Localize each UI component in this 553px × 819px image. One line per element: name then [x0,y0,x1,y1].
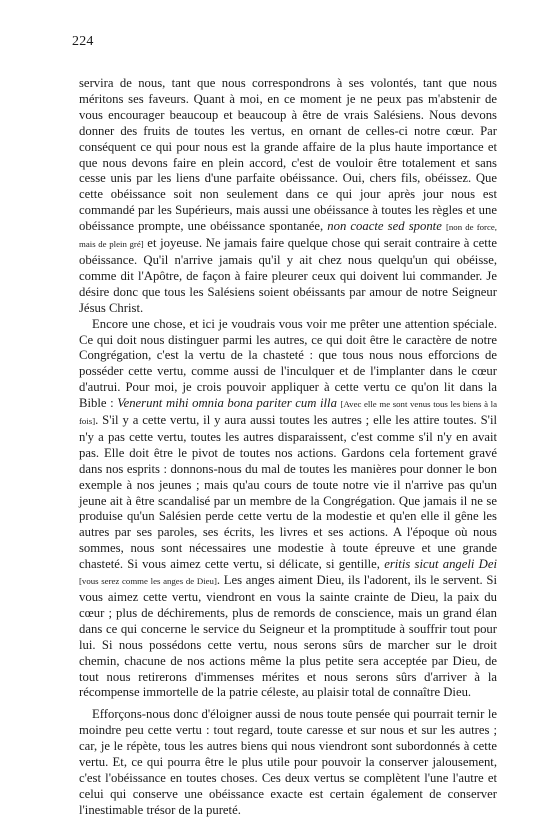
text-run: et joyeuse. Ne jamais faire quelque chose qui serait contraire à cette obéissance. Qu'il n'arrive jamais qu'il y ait chez nous quelqu'un qui obéisse, comme dit l'Apôtre, de façon à faire pleurer ceux qui doivent lui commander. Je désire donc que tous les Salésiens soient obéissants par amour de notre Seigneur Jésus Christ. [79,236,497,315]
paragraph [79,317,497,702]
latin-phrase: Venerunt mihi omnia bona pariter cum illa [117,396,337,411]
latin-phrase: eritis sicut angeli Dei [384,557,497,572]
paragraph [79,76,497,317]
body-text [79,76,497,819]
paragraph [79,707,497,818]
translation-note: [non de force, mais de plein gré] [79,222,497,250]
latin-phrase: non coacte sed sponte [327,219,442,234]
text-run: . Les anges aiment Dieu, ils l'adorent, ils le servent. Si vous aimez cette vertu, viendront en vous la sainte crainte de Dieu, la paix du cœur ; plus de déchirements, plus de remords de conscience, mais un grand élan dans ce qui concerne le service du Seigneur et la promptitude à souffrir tout pour lui. Si nous possédons cette vertu, nous serons sûrs de marcher sur le droit chemin, chacune de nos actions même la plus petite sera acceptée par Dieu, de tout nous retirerons d'immenses mérites et nous serons sûrs d'arriver à la récompense immortelle de la patrie céleste, au plaisir total de connaître Dieu. [79,573,497,700]
translation-note: [vous serez comme les anges de Dieu] [79,576,217,587]
translation-note: [Avec elle me sont venus tous les biens à la fois] [79,399,497,427]
text-run: . S'il y a cette vertu, il y aura aussi toutes les autres ; elle les attire toutes. S'il n'y a pas cette vertu, toutes les autres disparaissent, c'est comme s'il n'y en avait pas. Elle doit être le pivot de toutes nos actions. Gardons cela fortement gravé dans nos esprits : donnons-nous du mal de toutes les manières pour donner le bon exemple à nos jeunes ; mais qu'au cours de toute notre vie il n'arrive pas qu'un jeune ait à être scandalisé par un membre de la Congrégation. Que jamais il ne se produise qu'un Salésien perde cette vertu de la modestie et qu'en elle il gêne les autres par ses paroles, ses écrits, les livres et ses actions. A l'époque où nous sommes, nous sont nécessaires une modestie à toute épreuve et une grande chasteté. Si vous aimez cette vertu, si délicate, si gentille, [79,413,497,572]
text-run: servira de nous, tant que nous correspondrons à ses volontés, tant que nous méritons ses faveurs. Quant à moi, en ce moment je ne peux pas m'abstenir de vous encourager beaucoup et beaucoup à être de vrais Salésiens. Nous devons donner des fruits de toutes les vertus, en ornant de celles-ci notre cœur. Par conséquent ce qui pour nous est la grande affaire de la plus haute importance et que nous devons faire en plein accord, c'est de vouloir être totalement et sans cesse unis par les liens d'une parfaite obéissance. Oui, chers fils, obéissez. Que cette obéissance soit non seulement dans ce qui jour après jour nous est commandé par les Supérieurs, mais aussi une obéissance à toutes les règles et une obéissance prompte, une obéissance spontanée, [79,76,497,234]
text-run: Encore une chose, et ici je voudrais vous voir me prêter une attention spéciale. Ce qui doit nous distinguer parmi les autres, ce qui doit être le caractère de notre Congrégation, c'est la vertu de la chasteté : que tous nous nous efforcions de posséder cette vertu, comme aussi de l'inculquer et de l'implanter dans le cœur d'autrui. Pour moi, je crois pouvoir appliquer à cette vertu ce qu'on lit dans la Bible : [79,316,497,411]
text-run: Efforçons-nous donc d'éloigner aussi de nous toute pensée qui pourrait ternir le moindre peu cette vertu : tout regard, toute caresse et sur nous et sur les autres ; car, je le répète, tous les autres biens qui nous viendront sont subordonnés à cette vertu. Et, ce qui pourra être le plus utile pour pouvoir la conserver jalousement, c'est l'obéissance en toutes choses. Ces deux vertus se complètent l'une l'autre et celui qui conserve une obéissance exacte est certain également de conserver l'inestimable trésor de la pureté. [79,707,497,817]
page-number: 224 [72,34,94,49]
